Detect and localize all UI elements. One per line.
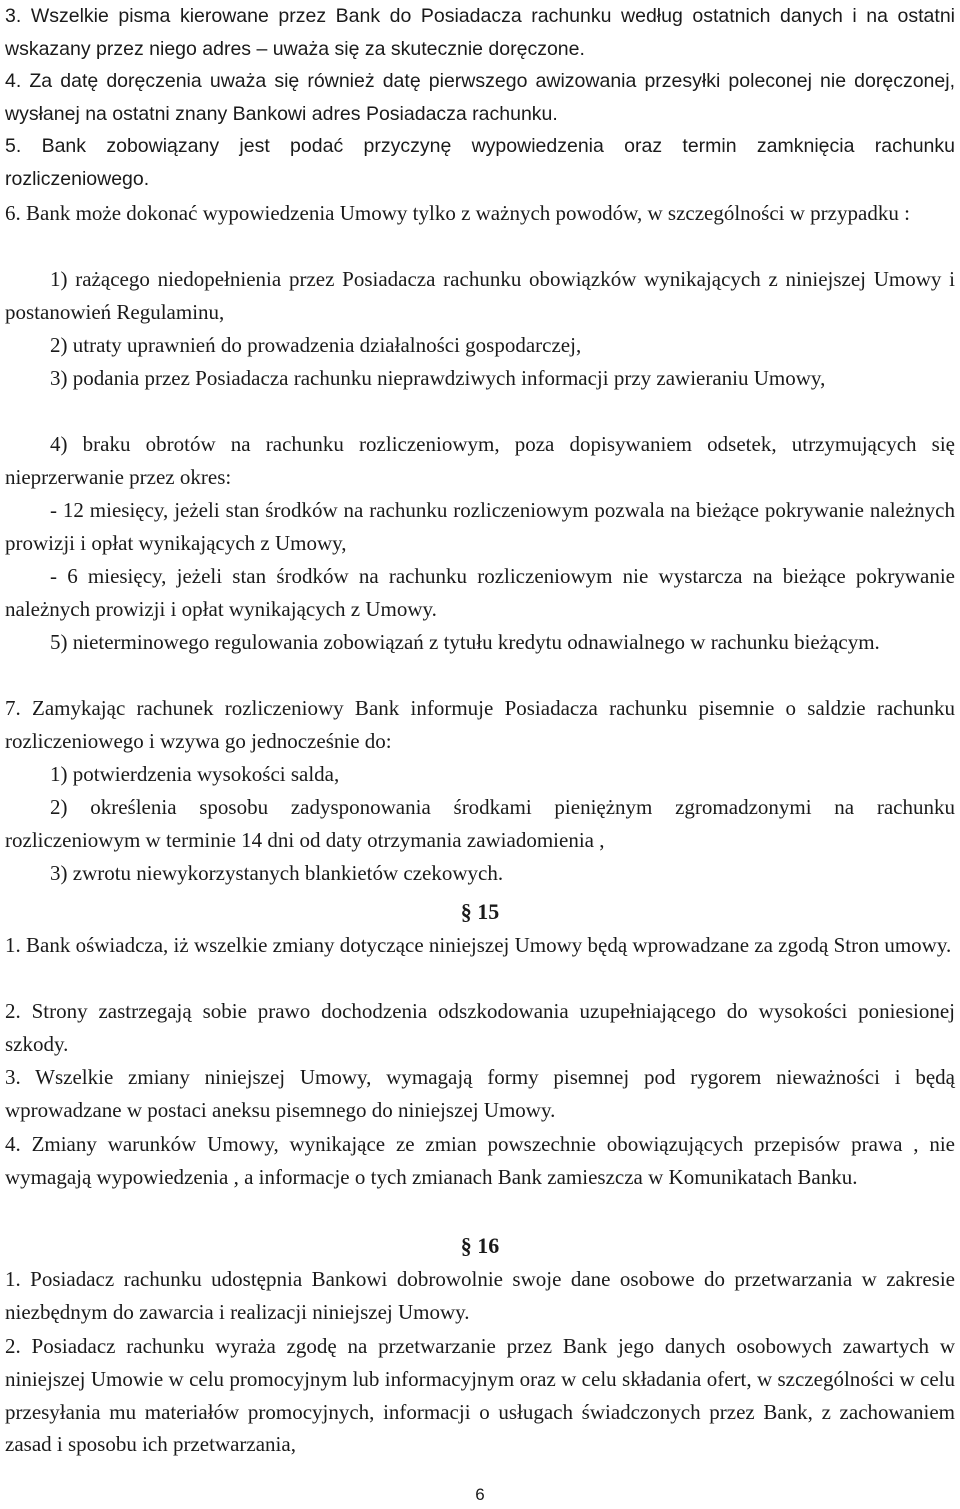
- list-item-12-months: - 12 miesięcy, jeżeli stan środków na rachunku rozliczeniowym pozwala na bieżące pokrywanie należnych prowizji i opłat wynikających z Umowy,: [5, 498, 955, 555]
- section-16-paragraph-1: 1. Posiadacz rachunku udostępnia Bankowi dobrowolnie swoje dane osobowe do przetwarzania w zakresie niezbędnym do zawarcia i realizacji niniejszej Umowy.: [5, 1267, 955, 1324]
- list-item-3-false-info: 3) podania przez Posiadacza rachunku nieprawdziwych informacji przy zawieraniu Umowy,: [50, 366, 826, 390]
- section-15-paragraph-2: 2. Strony zastrzegają sobie prawo dochodzenia odszkodowania uzupełniającego do wysokości poniesionej szkody.: [5, 999, 955, 1056]
- list-item-6-months: - 6 miesięcy, jeżeli stan środków na rachunku rozliczeniowym nie wystarcza na bieżące pokrywanie należnych prowizji i opłat wynikających z Umowy.: [5, 564, 955, 621]
- paragraph-7-account-closing: 7. Zamykając rachunek rozliczeniowy Bank informuje Posiadacza rachunku pisemnie o saldzie rachunku rozliczeniowego i wzywa go jednocześnie do:: [5, 696, 955, 753]
- paragraph-3-delivery: 3. Wszelkie pisma kierowane przez Bank do Posiadacza rachunku według ostatnich danych i na ostatni wskazany przez niego adres – uważa się za skutecznie doręczone.: [5, 5, 955, 60]
- list-item-4-no-turnover: 4) braku obrotów na rachunku rozliczeniowym, poza dopisywaniem odsetek, utrzymujących się nieprzerwanie przez okres:: [5, 432, 955, 489]
- section-15-paragraph-1: 1. Bank oświadcza, iż wszelkie zmiany dotyczące niniejszej Umowy będą wprowadzane za zgodą Stron umowy.: [5, 933, 952, 957]
- list-item-2-permissions: 2) utraty uprawnień do prowadzenia działalności gospodarczej,: [50, 333, 582, 357]
- page-number: 6: [475, 1485, 485, 1504]
- section-15-heading: § 15: [460, 899, 500, 924]
- list-item-5-credit: 5) nieterminowego regulowania zobowiązań z tytułu kredytu odnawialnego w rachunku bieżącym.: [50, 630, 880, 654]
- section-16-heading: § 16: [460, 1233, 500, 1258]
- section-15-paragraph-4: 4. Zmiany warunków Umowy, wynikające ze zmian powszechnie obowiązujących przepisów prawa , nie wymagają wypowiedzenia , a informacje o tych zmianach Bank zamieszcza w Komunikatach Banku.: [5, 1132, 955, 1189]
- list-item-1-balance: 1) potwierdzenia wysokości salda,: [50, 762, 340, 786]
- list-item-2-funds: 2) określenia sposobu zadysponowania środkami pieniężnym zgromadzonymi na rachunku rozliczeniowym w terminie 14 dni od daty otrzymania zawiadomienia ,: [5, 795, 955, 852]
- section-15-paragraph-3: 3. Wszelkie zmiany niniejszej Umowy, wymagają formy pisemnej pod rygorem nieważności i będą wprowadzane w postaci aneksu pisemnego do niniejszej Umowy.: [5, 1065, 955, 1122]
- paragraph-4-delivery-date: 4. Za datę doręczenia uważa się również datę pierwszego awizowania przesyłki poleconej nie doręczonej, wysłanej na ostatni znany Bankowi adres Posiadacza rachunku.: [5, 70, 955, 125]
- list-item-1-breach: 1) rażącego niedopełnienia przez Posiadacza rachunku obowiązków wynikających z niniejszej Umowy i postanowień Regulaminu,: [5, 267, 955, 324]
- section-16-paragraph-2: 2. Posiadacz rachunku wyraża zgodę na przetwarzanie przez Bank jego danych osobowych zawartych w niniejszej Umowie w celu promocyjnym lub informacyjnym oraz w celu składania ofert, w szczególności w celu przesyłania mu materiałów promocyjnych, informacji o usługach świadczonych przez Bank, z zachowaniem zasad i sposobu ich przetwarzania,: [5, 1334, 955, 1457]
- paragraph-6-termination-grounds: 6. Bank może dokonać wypowiedzenia Umowy tylko z ważnych powodów, w szczególności w przypadku :: [5, 201, 910, 225]
- list-item-3-cheques: 3) zwrotu niewykorzystanych blankietów czekowych.: [50, 861, 504, 885]
- paragraph-5-termination-reason: 5. Bank zobowiązany jest podać przyczynę wypowiedzenia oraz termin zamknięcia rachunku rozliczeniowego.: [5, 135, 955, 190]
